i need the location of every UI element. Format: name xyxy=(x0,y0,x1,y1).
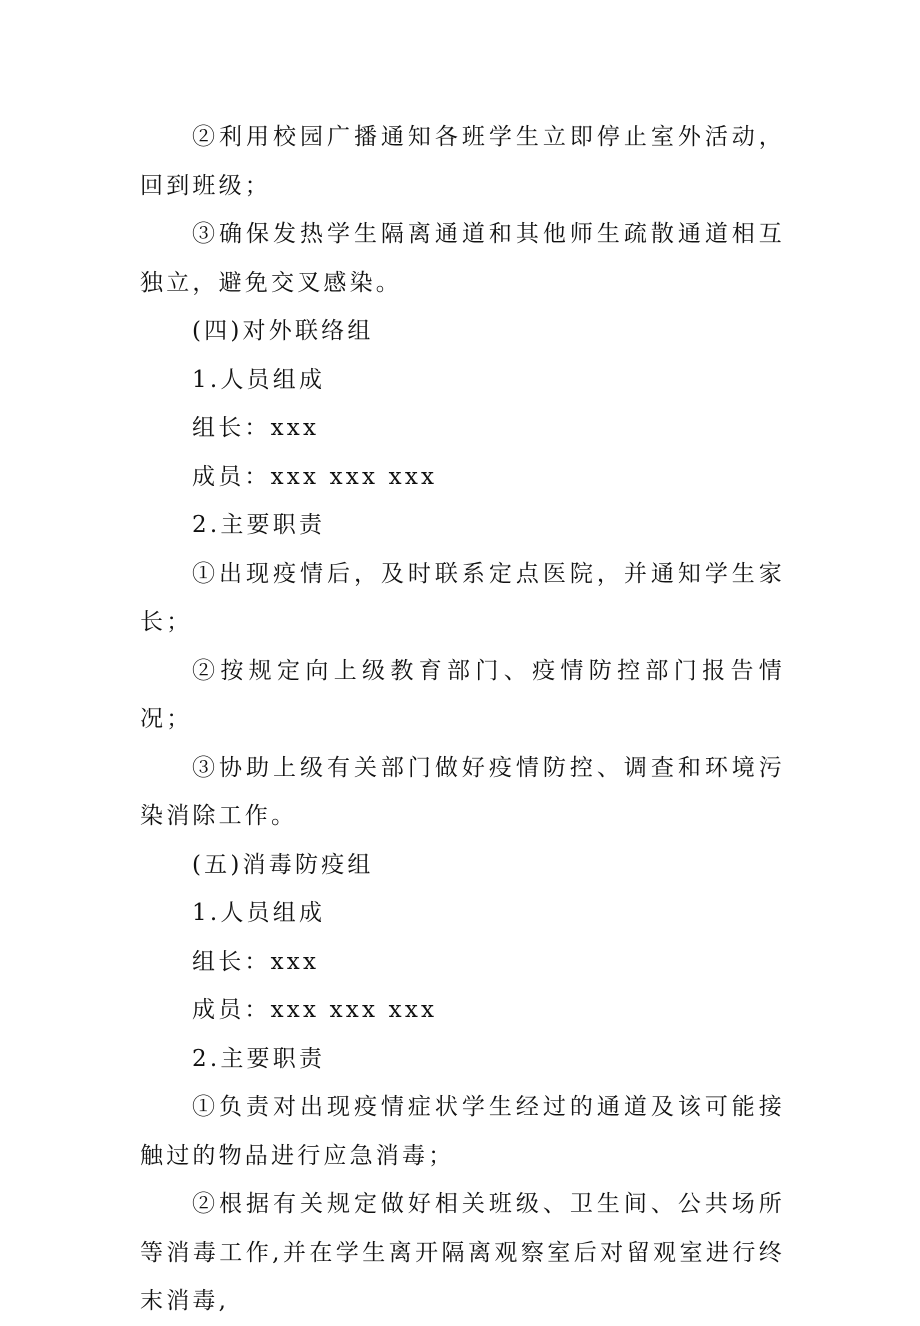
paragraph-routine-disinfection: ②根据有关规定做好相关班级、卫生间、公共场所等消毒工作,并在学生离开隔离观察室后对留观室进行终末消毒, xyxy=(140,1191,785,1314)
subheading-liaison-duties: 2.主要职责 xyxy=(192,512,326,538)
paragraph-contact-hospital: ①出现疫情后，及时联系定点医院，并通知学生家长； xyxy=(140,560,785,635)
subheading-disinfection-members: 1.人员组成 xyxy=(192,900,326,926)
paragraph-separate-channels: ③确保发热学生隔离通道和其他师生疏散通道相互独立，避免交叉感染。 xyxy=(140,221,785,296)
disinfection-group-leader: 组长：xxx xyxy=(192,948,320,975)
subheading-disinfection-duties: 2.主要职责 xyxy=(192,1045,326,1072)
heading-disinfection-group: (五)消毒防疫组 xyxy=(192,851,374,878)
disinfection-group-members: 成员：xxx xxx xxx xyxy=(192,997,438,1023)
paragraph-report-situation: ②按规定向上级教育部门、疫情防控部门报告情况； xyxy=(140,657,785,732)
liaison-group-leader: 组长：xxx xyxy=(192,415,320,441)
paragraph-broadcast-notice: ②利用校园广播通知各班学生立即停止室外活动，回到班级； xyxy=(140,124,785,199)
heading-liaison-group: (四)对外联络组 xyxy=(192,318,374,344)
liaison-group-members: 成员：xxx xxx xxx xyxy=(192,463,438,490)
paragraph-assist-investigation: ③协助上级有关部门做好疫情防控、调查和环境污染消除工作。 xyxy=(140,754,785,829)
document-body xyxy=(140,113,785,1326)
paragraph-emergency-disinfection: ①负责对出现疫情症状学生经过的通道及该可能接触过的物品进行应急消毒； xyxy=(140,1094,785,1169)
subheading-liaison-members: 1.人员组成 xyxy=(192,366,326,393)
